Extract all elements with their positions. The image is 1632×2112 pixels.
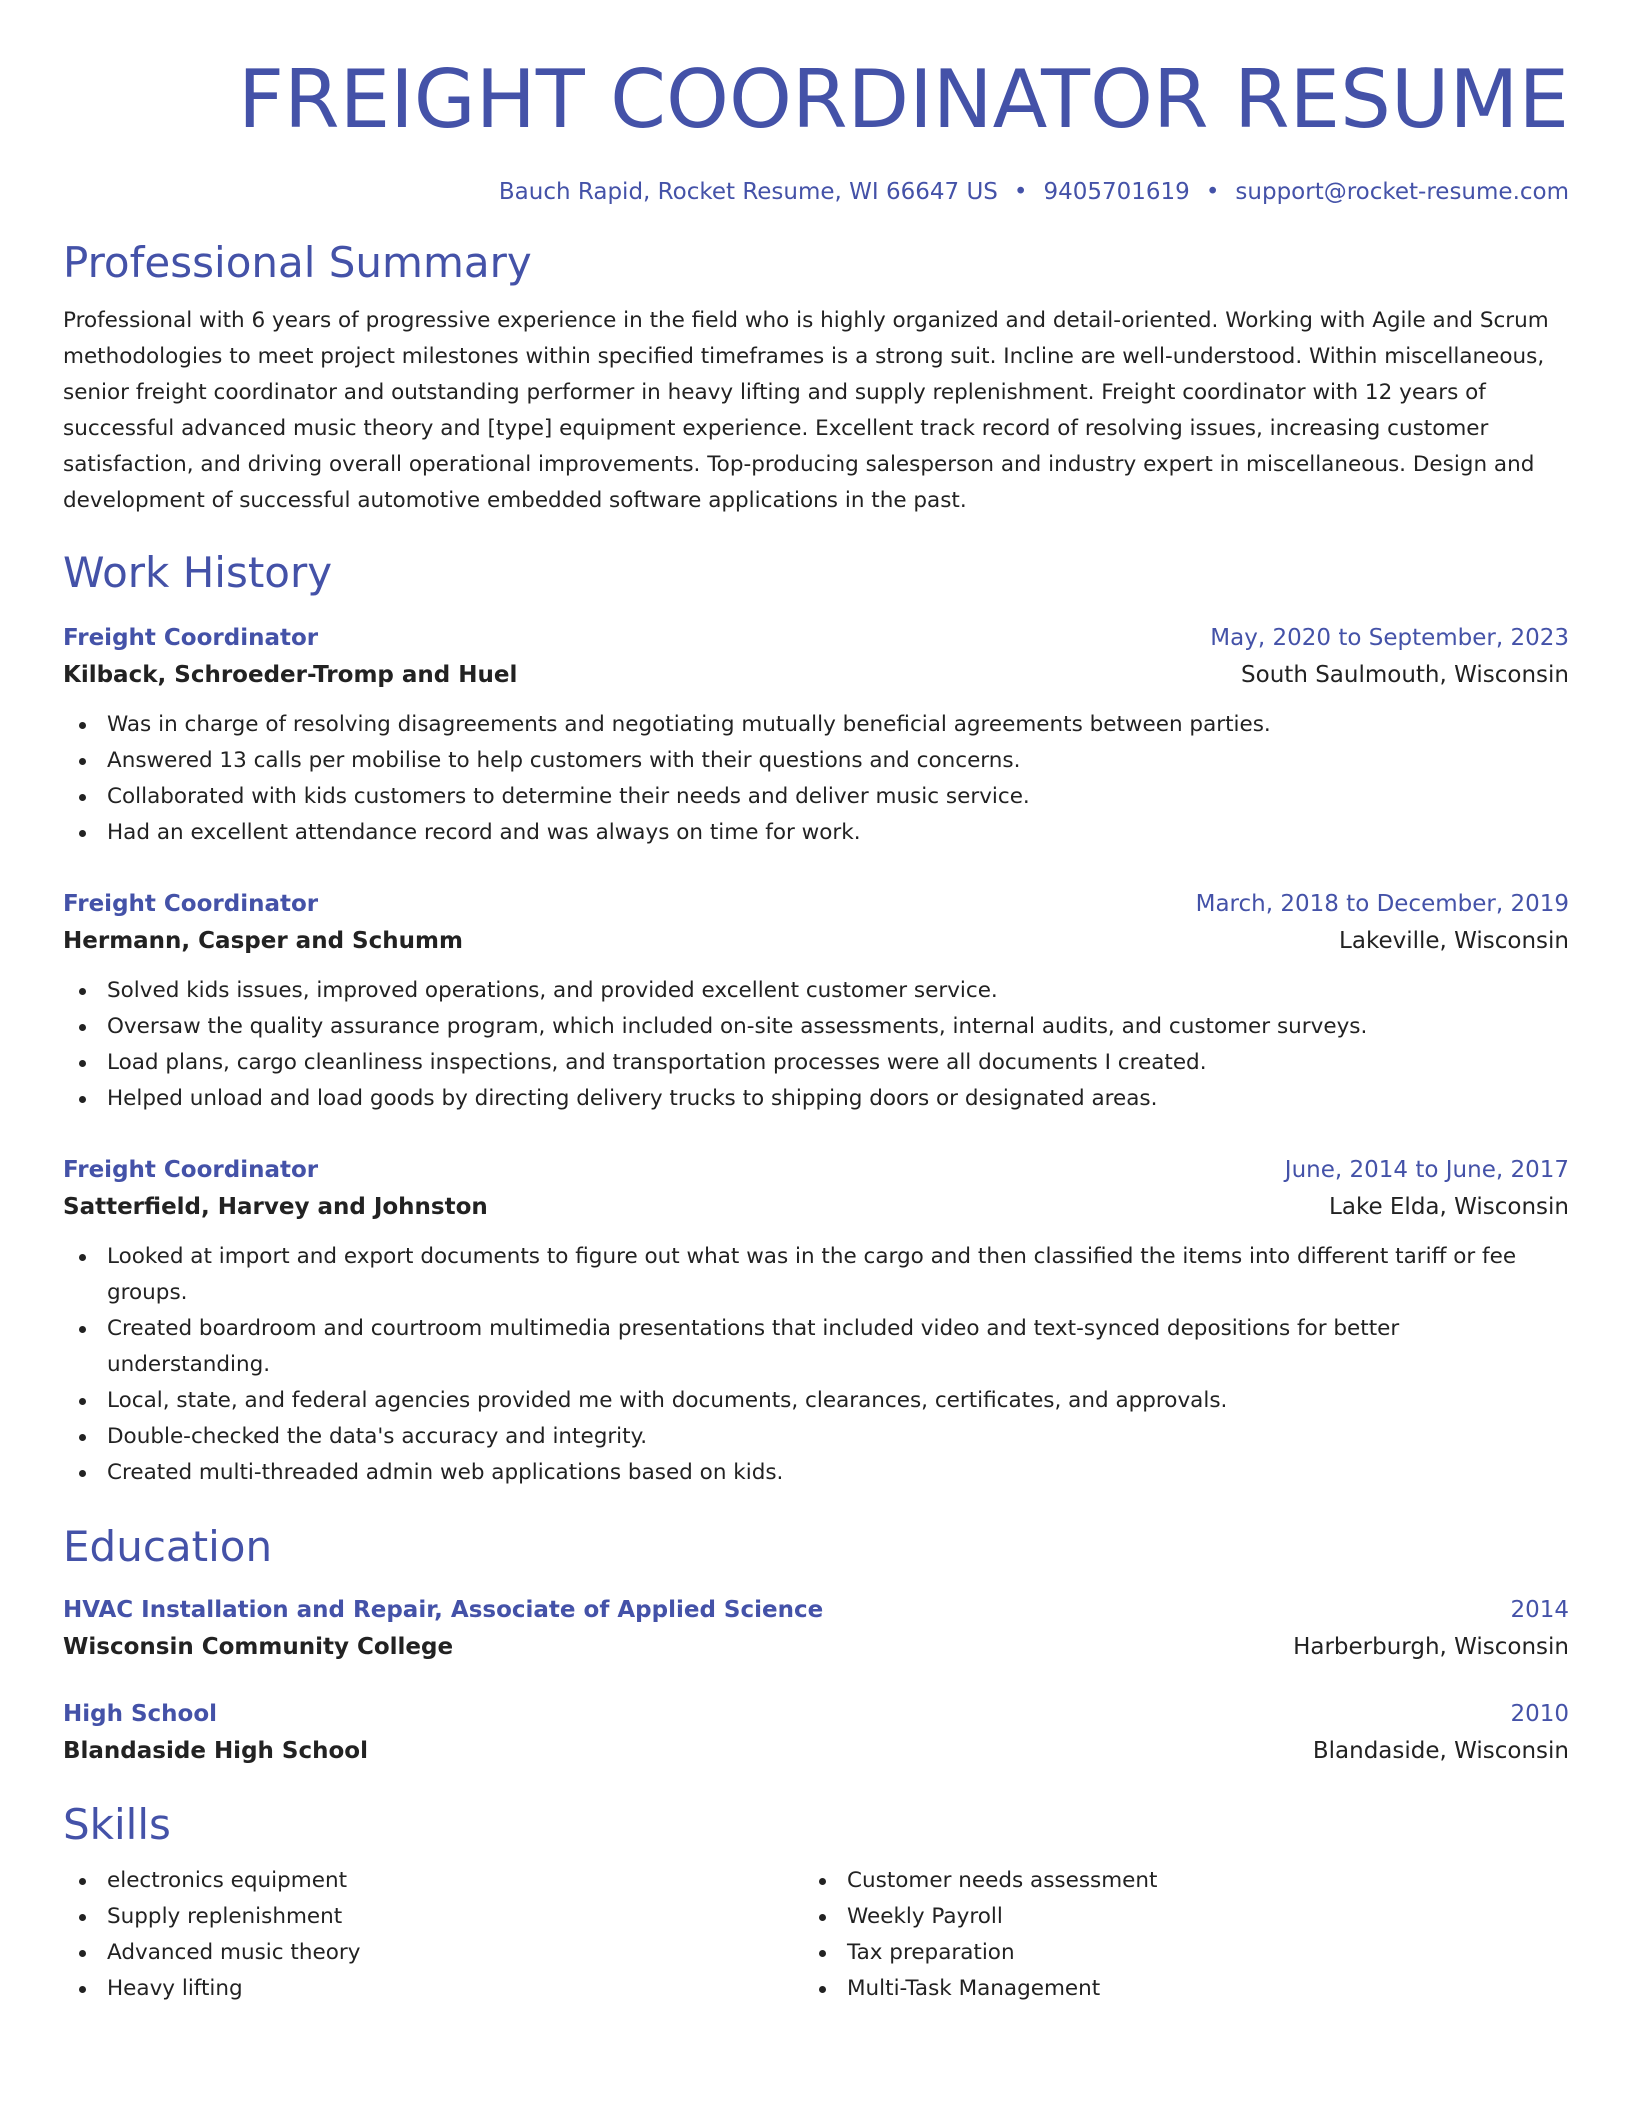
job-org-row (63, 1187, 1569, 1227)
job-header-row (63, 621, 1569, 655)
skill-item: electronics equipment (107, 1863, 803, 1899)
job-bullet: Answered 13 calls per mobilise to help customers with their questions and concerns. (107, 743, 1569, 779)
job-bullet: Created multi-threaded admin web applications based on kids. (107, 1455, 1569, 1491)
job-dates: March, 2018 to December, 2019 (1195, 891, 1569, 917)
job-bullet: Created boardroom and courtroom multimedia presentations that included video and text-synced depositions for better understanding. (107, 1311, 1569, 1383)
skills-list (63, 1863, 803, 2007)
education-entry (63, 1593, 1569, 1667)
job-bullet: Had an excellent attendance record and was always on time for work. (107, 815, 1569, 851)
job-dates: May, 2020 to September, 2023 (1210, 625, 1569, 651)
job-company: Satterfield, Harvey and Johnston (63, 1194, 488, 1220)
job-company: Hermann, Casper and Schumm (63, 928, 463, 954)
job-location: Lake Elda, Wisconsin (1329, 1194, 1569, 1220)
education-year: 2010 (1510, 1701, 1569, 1727)
skill-item: Weekly Payroll (847, 1899, 1543, 1935)
work-history-heading: Work History (63, 548, 333, 597)
job-bullet: Double-checked the data's accuracy and integrity. (107, 1419, 1569, 1455)
education-location: Harberburgh, Wisconsin (1293, 1634, 1569, 1660)
education-entry (63, 1697, 1569, 1771)
job-entry (63, 621, 1569, 851)
job-bullets (63, 973, 1569, 1117)
education-location: Blandaside, Wisconsin (1312, 1738, 1569, 1764)
skills-column-right (803, 1863, 1543, 2007)
job-company: Kilback, Schroeder-Tromp and Huel (63, 662, 518, 688)
skill-item: Advanced music theory (107, 1935, 803, 1971)
job-dates: June, 2014 to June, 2017 (1284, 1157, 1569, 1183)
skills-heading: Skills (63, 1800, 171, 1849)
job-location: Lakeville, Wisconsin (1339, 928, 1569, 954)
skill-item: Multi-Task Management (847, 1971, 1543, 2007)
job-header-row (63, 1153, 1569, 1187)
contact-line (63, 177, 1569, 207)
education-school-row (63, 1627, 1569, 1667)
contact-email: support@rocket-resume.com (1235, 179, 1569, 205)
job-header-row (63, 887, 1569, 921)
contact-separator: • (1205, 179, 1220, 205)
contact-separator: • (1013, 179, 1028, 205)
education-header-row (63, 1593, 1569, 1627)
job-bullet: Local, state, and federal agencies provided me with documents, clearances, certificates, and approvals. (107, 1383, 1569, 1419)
job-bullet: Helped unload and load goods by directing delivery trucks to shipping doors or designated areas. (107, 1081, 1569, 1117)
job-bullet: Collaborated with kids customers to determine their needs and deliver music service. (107, 779, 1569, 815)
job-entry (63, 1153, 1569, 1491)
skills-grid (63, 1863, 1569, 2007)
skill-item: Customer needs assessment (847, 1863, 1543, 1899)
education-degree: HVAC Installation and Repair, Associate of Applied Science (63, 1597, 824, 1623)
job-bullet: Looked at import and export documents to figure out what was in the cargo and then classified the items into different tariff or fee groups. (107, 1239, 1569, 1311)
job-title: Freight Coordinator (63, 891, 319, 917)
job-org-row (63, 921, 1569, 961)
job-bullets (63, 707, 1569, 851)
education-heading: Education (63, 1522, 273, 1571)
education-year: 2014 (1510, 1597, 1569, 1623)
job-bullet: Oversaw the quality assurance program, which included on-site assessments, internal audits, and customer surveys. (107, 1009, 1569, 1045)
job-bullet: Load plans, cargo cleanliness inspections, and transportation processes were all documents I created. (107, 1045, 1569, 1081)
skills-column-left (63, 1863, 803, 2007)
education-school-row (63, 1731, 1569, 1771)
education-header-row (63, 1697, 1569, 1731)
job-location: South Saulmouth, Wisconsin (1241, 662, 1569, 688)
job-bullet: Solved kids issues, improved operations, and provided excellent customer service. (107, 973, 1569, 1009)
contact-phone: 9405701619 (1043, 179, 1190, 205)
summary-heading: Professional Summary (63, 238, 532, 287)
job-org-row (63, 655, 1569, 695)
job-bullet: Was in charge of resolving disagreements and negotiating mutually beneficial agreements between parties. (107, 707, 1569, 743)
contact-address: Bauch Rapid, Rocket Resume, WI 66647 US (498, 179, 998, 205)
education-degree: High School (63, 1701, 218, 1727)
education-school: Wisconsin Community College (63, 1634, 454, 1660)
skills-list (803, 1863, 1543, 2007)
skill-item: Supply replenishment (107, 1899, 803, 1935)
skill-item: Heavy lifting (107, 1971, 803, 2007)
skill-item: Tax preparation (847, 1935, 1543, 1971)
job-entry (63, 887, 1569, 1117)
resume-title: FREIGHT COORDINATOR RESUME (237, 53, 1569, 146)
education-school: Blandaside High School (63, 1738, 368, 1764)
job-title: Freight Coordinator (63, 1157, 319, 1183)
job-bullets (63, 1239, 1569, 1491)
summary-text: Professional with 6 years of progressive experience in the field who is highly organized and detail-oriented. Working with Agile and Scrum methodologies to meet project milestones within specified timeframes is a strong suit. Incline are well-understood. Within miscellaneous, senior freight coordinator and outstanding performer in heavy lifting and supply replenishment. Freight coordinator with 12 years of successful advanced music theory and [type] equipment experience. Excellent track record of resolving issues, increasing customer satisfaction, and driving overall operational improvements. Top-producing salesperson and industry expert in miscellaneous. Design and development of successful automotive embedded software applications in the past. (63, 308, 1549, 513)
job-title: Freight Coordinator (63, 625, 319, 651)
